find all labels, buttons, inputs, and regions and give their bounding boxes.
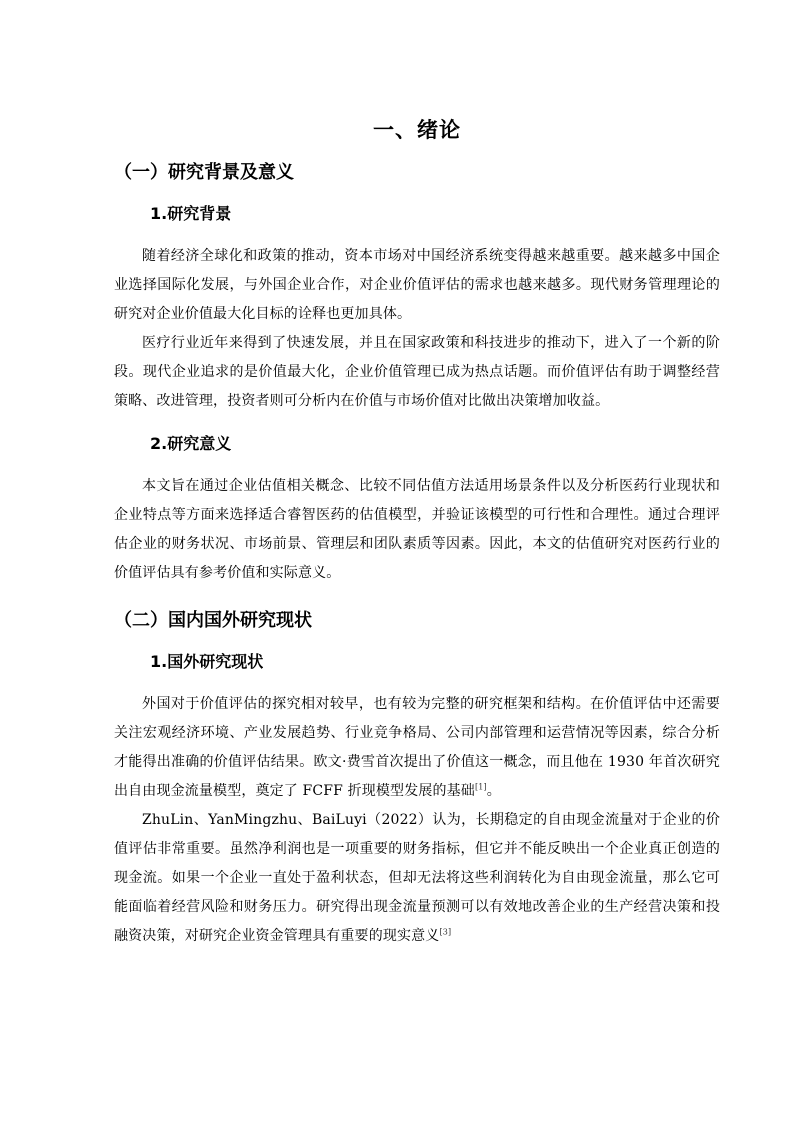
citation-ref[interactable]: [1] xyxy=(474,782,487,792)
subsection-heading: 1.国外研究现状 xyxy=(150,652,264,671)
paragraph xyxy=(114,242,720,329)
paragraph-tail: 。 xyxy=(486,783,501,799)
document-body xyxy=(114,112,720,951)
subsection-heading: 1.研究背景 xyxy=(150,204,232,223)
paragraph xyxy=(114,690,720,806)
paragraph-text: ZhuLin、YanMingzhu、BaiLuyi（2022）认为，长期稳定的自由现金流量对于企业的价值评估非常重要。虽然净利润也是一项重要的财务指标，但它并不能反映出一个企业真正创造的现金流。如果一个企业一直处于盈利状态，但却无法将这些利润转化为自由现金流量，那么它可能面临着经营风险和财务压力。研究得出现金流量预测可以有效地改善企业的生产经营决策和投融资决策，对研究企业资金管理具有重要的现实意义 xyxy=(114,812,720,944)
paragraph-text: 随着经济全球化和政策的推动，资本市场对中国经济系统变得越来越重要。越来越多中国企业选择国际化发展，与外国企业合作，对企业价值评估的需求也越来越多。现代财务管理理论的研究对企业价值最大化目标的诠释也更加具体。 xyxy=(114,248,720,322)
subsection-heading: 2.研究意义 xyxy=(150,434,232,453)
paragraph-text: 外国对于价值评估的探究相对较早，也有较为完整的研究框架和结构。在价值评估中还需要关注宏观经济环境、产业发展趋势、行业竞争格局、公司内部管理和运营情况等因素，综合分析才能得出准确的价值评估结果。欧文·费雪首次提出了价值这一概念，而且他在 1930 年首次研究出自由现金流量模型，奠定了 FCFF 折现模型发展的基础 xyxy=(114,696,720,799)
section-heading: （二）国内国外研究现状 xyxy=(114,610,312,631)
citation-ref[interactable]: [3] xyxy=(439,927,452,937)
section-heading: （一）研究背景及意义 xyxy=(114,162,294,183)
paragraph-text: 医疗行业近年来得到了快速发展，并且在国家政策和科技进步的推动下，进入了一个新的阶段。现代企业追求的是价值最大化，企业价值管理已成为热点话题。而价值评估有助于调整经营策略、改进管理，投资者则可分析内在价值与市场价值对比做出决策增加收益。 xyxy=(114,335,720,409)
chapter-title: 一、绪论 xyxy=(373,118,461,142)
paragraph xyxy=(114,472,720,588)
paragraph-text: 本文旨在通过企业估值相关概念、比较不同估值方法适用场景条件以及分析医药行业现状和企业特点等方面来选择适合睿智医药的估值模型，并验证该模型的可行性和合理性。通过合理评估企业的财务状况、市场前景、管理层和团队素质等因素。因此，本文的估值研究对医药行业的价值评估具有参考价值和实际意义。 xyxy=(114,478,720,581)
paragraph xyxy=(114,329,720,416)
paragraph xyxy=(114,806,720,951)
